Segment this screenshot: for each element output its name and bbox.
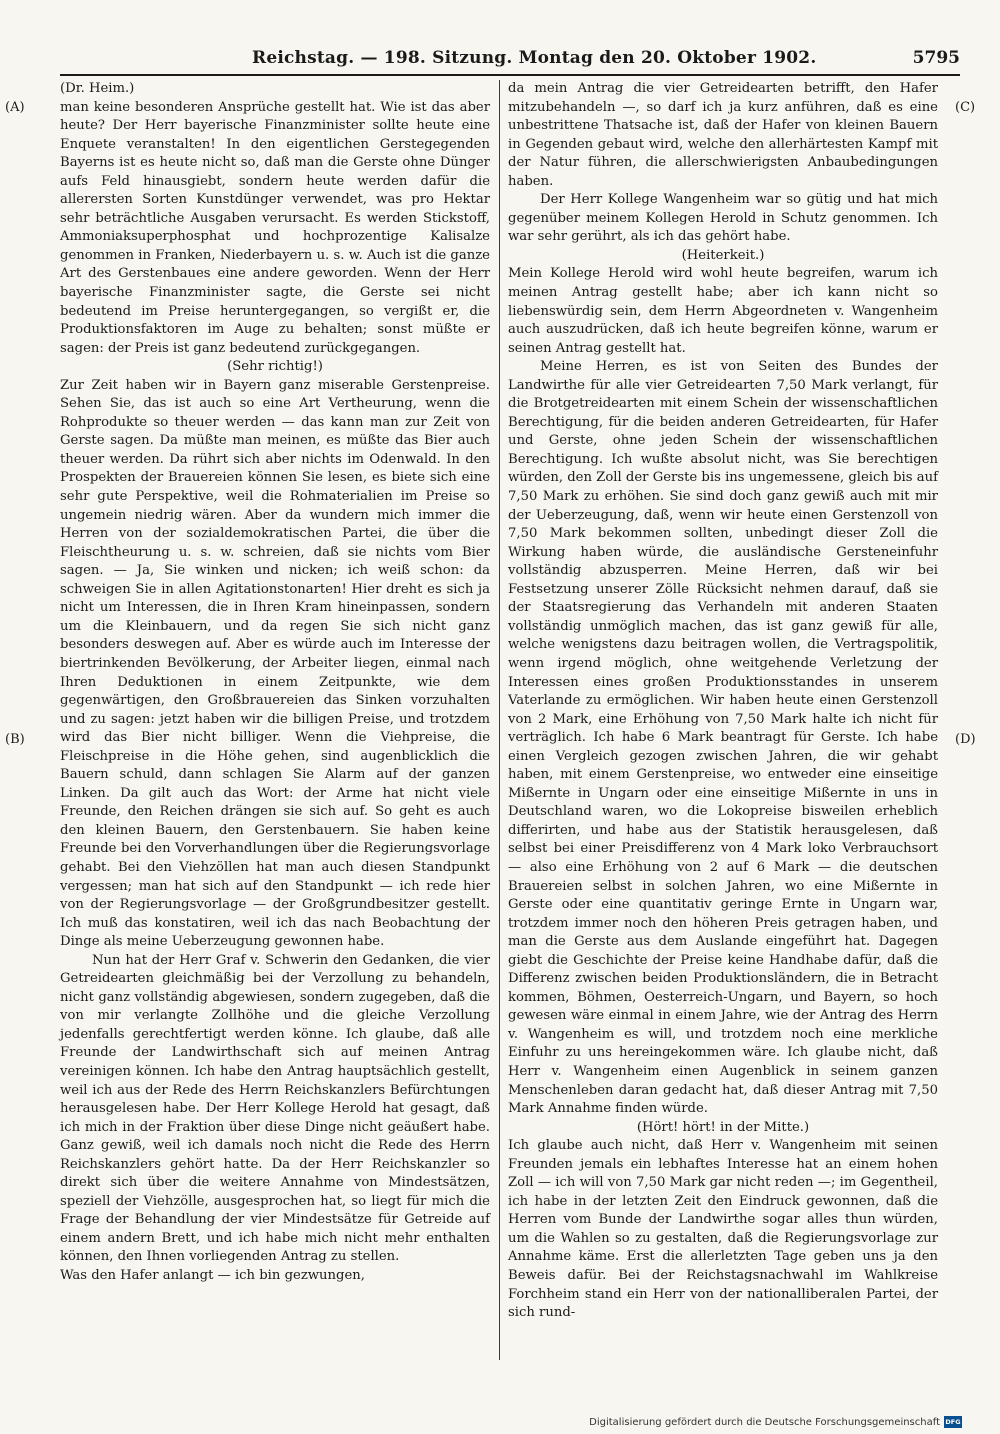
- paragraph: Zur Zeit haben wir in Bayern ganz miserable Gerstenpreise. Sehen Sie, das ist auch so eine Art Vertheurung, wenn die Rohprodukte so theuer werden — das kann man zur Zeit von Gerste sagen. Da müßte man meinen, es müßte das Bier auch theuer werden. Da rührt sich aber nichts im Odenwald. In den Prospekten der Brauereien können Sie lesen, es biete sich eine sehr gute Perspektive, weil die Rohmaterialien im Preise so ungemein niedrig wären. Aber da wundern mich immer die Herren von der sozialdemokratischen Partei, die über die Fleischtheurung u. s. w. schreien, daß sie nichts vom Bier sagen. — Ja, Sie winken und nicken; ich weiß schon: da schweigen Sie in allen Agitationstonarten! Hier dreht es sich ja nicht um Interessen, die in Ihren Kram hineinpassen, sondern um die Kleinbauern, und da regen Sie sich nicht ganz besonders deswegen auf. Aber es würde auch im Interesse der biertrinkenden Bevölkerung, der Arbeiter liegen, einmal nach Ihren Deduktionen in einem Zeitpunkte, wie dem gegenwärtigen, den Großbrauereien das Sinken vorzuhalten und zu sagen: jetzt haben wir die billigen Preise, und trotzdem wird das Bier nicht billiger. Wenn die Viehpreise, die Fleischpreise in die Höhe gehen, sind augenblicklich die Bauern schuld, dann schlagen Sie Alarm auf der ganzen Linken. Da gilt auch das Wort: der Arme hat nicht viele Freunde, den Reichen drängen sie sich auf. So geht es auch den kleinen Bauern, den Gerstenbauern. Sie haben keine Freunde bei den Vorverhandlungen über die Regierungsvorlage gehabt. Bei den Viehzöllen hat man auch diesen Standpunkt vergessen; man hat sich auf den Standpunkt — ich rede hier von der Regierungsvorlage — der Großgrundbesitzer gestellt. Ich muß das konstatiren, weil ich das nach Beobachtung der Dinge als meine Ueberzeugung gewonnen habe.: [60, 377, 490, 950]
- page-header: [60, 48, 960, 72]
- page-title: Reichstag. — 198. Sitzung. Montag den 20. Oktober 1902.: [252, 48, 817, 68]
- header-rule: [60, 74, 960, 76]
- margin-marker-a: (A): [5, 100, 25, 115]
- interjection: (Heiterkeit.): [681, 247, 765, 263]
- paragraph: Nun hat der Herr Graf v. Schwerin den Gedanken, die vier Getreidearten gleichmäßig bei der Verzollung zu behandeln, nicht ganz vollständig abgewiesen, sondern zugegeben, daß die von mir verlangte Zollhöhe und die gleiche Verzollung jedenfalls gerechtfertigt werden könne. Ich glaube, daß alle Freunde der Landwirthschaft sich auf meinen Antrag vereinigen können. Ich habe den Antrag hauptsächlich gestellt, weil ich aus der Rede des Herrn Reichskanzlers Befürchtungen herausgelesen habe. Der Herr Kollege Herold hat gesagt, daß ich mich in der Fraktion über diese Dinge nicht geäußert habe. Ganz gewiß, weil ich damals noch nicht die Rede des Herrn Reichskanzlers gehört hatte. Da der Herr Reichskanzler so direkt sich über die weitere Annahme von Mindestsätzen, speziell der Viehzölle, ausgesprochen hat, so liegt für mich die Frage der Behandlung der vier Mindestsätze für Getreide auf einem andern Brett, und ich habe mich nicht mehr enthalten können, den Ihnen vorliegenden Antrag zu stellen.: [60, 952, 490, 1265]
- paragraph: Mein Kollege Herold wird wohl heute begreifen, warum ich meinen Antrag gestellt habe; aber ich kann nicht so liebenswürdig sein, dem Herrn Abgeordneten v. Wangenheim auch auszudrücken, daß ich heute begreifen könne, warum er seinen Antrag gestellt hat.: [508, 266, 938, 356]
- page-number: 5795: [912, 48, 960, 68]
- interjection: (Hört! hört! in der Mitte.): [636, 1119, 810, 1135]
- margin-marker-d: (D): [955, 732, 976, 747]
- margin-marker-b: (B): [5, 732, 25, 747]
- paragraph: man keine besonderen Ansprüche gestellt hat. Wie ist das aber heute? Der Herr bayerische Finanzminister sollte heute eine Enquete veranstalten! In den eigentlichen Gerstegegenden Bayerns ist es heute nicht so, daß man die Gerste ohne Dünger aufs Feld hinausgiebt, sondern heute werden dafür die allerersten Sorten Kunstdünger verwendet, was pro Hektar sehr beträchtliche Ausgaben verursacht. Es werden Stickstoff, Ammoniaksuperphosphat und hochprozentige Kalisalze genommen in Franken, Niederbayern u. s. w. Auch ist die ganze Art des Gerstenbaues eine andere geworden. Wenn der Herr bayerische Finanzminister sagte, die Gerste sei nicht bedeutend im Preise heruntergegangen, so vergißt er, die Produktionsfaktoren im Auge zu behalten; sonst müßte er sagen: der Preis ist ganz bedeutend zurückgegangen.: [60, 99, 490, 356]
- paragraph: Ich glaube auch nicht, daß Herr v. Wangenheim mit seinen Freunden jemals ein lebhaftes Interesse hat an einem hohen Zoll — ich will von 7,50 Mark gar nicht reden —; im Gegentheil, ich habe in der letzten Zeit den Eindruck gewonnen, daß die Herren vom Bunde der Landwirthe sogar alles thun würden, um die Wahlen so zu gestalten, daß die Regierungsvorlage zur Annahme käme. Erst die allerletzten Tage geben uns ja den Beweis dafür. Bei der Reichstagsnachwahl im Wahlkreise Forchheim stand ein Herr von der nationalliberalen Partei, der sich rund-: [508, 1138, 938, 1321]
- paragraph: Was den Hafer anlangt — ich bin gezwungen,: [60, 1268, 365, 1283]
- column-divider: [499, 80, 500, 1360]
- dfg-logo-icon: DFG: [945, 1418, 961, 1426]
- left-column: [60, 80, 490, 1286]
- paragraph: da mein Antrag die vier Getreidearten betrifft, den Hafer mitzubehandeln —, so darf ich ja kurz anführen, daß es eine unbestrittene Thatsache ist, daß der Hafer von kleinen Bauern in Gegenden gebaut wird, welche den allerhärtesten Kampf mit der Natur führen, die allerschwierigsten Anbaubedingungen haben.: [508, 81, 938, 189]
- margin-marker-c: (C): [955, 100, 976, 115]
- paragraph: Der Herr Kollege Wangenheim war so gütig und hat mich gegenüber meinem Kollegen Herold in Schutz genommen. Ich war sehr gerührt, als ich das gehört habe.: [508, 192, 938, 245]
- speaker-label: (Dr. Heim.): [60, 81, 135, 96]
- footer-credit: [589, 1414, 962, 1430]
- paragraph: Meine Herren, es ist von Seiten des Bundes der Landwirthe für alle vier Getreidearten 7,50 Mark verlangt, für die Brotgetreidearten mit einem Schein der wissenschaftlichen Berechtigung, für die beiden anderen Getreidearten, für Hafer und Gerste, ohne jeden Schein der wissenschaftlichen Berechtigung. Ich wußte absolut nicht, was Sie berechtigen würden, den Zoll der Gerste bis ins ungemessene, gleich bis auf 7,50 Mark zu erhöhen. Sie sind doch ganz gewiß auch mit mir der Ueberzeugung, daß, wenn wir heute einen Gerstenzoll von 7,50 Mark bekommen sollten, unbedingt dieser Zoll die Wirkung haben würde, die ausländische Gersteneinfuhr vollständig abzusperren. Meine Herren, daß wir bei Festsetzung unserer Zölle Rücksicht nehmen darauf, daß sie der Staatsregierung das Verhandeln mit anderen Staaten vollständig unmöglich machen, das ist ganz gewiß für alle, welche wenigstens dazu beitragen wollen, die Vertragspolitik, wenn irgend möglich, ohne weitgehende Verletzung der Interessen eines großen Produktionsstandes in unserem Vaterlande zu ermöglichen. Wir haben heute einen Gerstenzoll von 2 Mark, eine Erhöhung von 7,50 Mark halte ich nicht für verträglich. Ich habe 6 Mark beantragt für Gerste. Ich habe einen Vergleich gezogen zwischen Jahren, die wir gehabt haben, mit einem Gerstenpreise, wo entweder eine einseitige Mißernte in Ungarn oder eine einseitige Mißernte in uns in Deutschland waren, wo die Lokopreise bisweilen erheblich differirten, und habe aus der Statistik herausgelesen, daß selbst bei einer Preisdifferenz von 4 Mark loko Verbrauchsort — also eine Erhöhung von 2 auf 6 Mark — die deutschen Brauereien selbst in solchen Jahren, wo eine Mißernte in Gerste oder eine quantitativ geringe Ernte in Ungarn war, trotzdem immer noch den höheren Preis getragen haben, und man die Gerste aus dem Auslande eingeführt hat. Dagegen giebt die Geschichte der Preise keine Handhabe dafür, daß die Differenz zwischen beiden Produktionsländern, die in Betracht kommen, Böhmen, Oesterreich-Ungarn, und Bayern, so hoch gewesen wäre einmal in einem Jahre, wie der Antrag des Herrn v. Wangenheim es will, und trotzdem noch eine merkliche Einfuhr zu uns hereingekommen wäre. Ich glaube nicht, daß Herr v. Wangenheim einen Augenblick in seinem ganzen Menschenleben daran gedacht hat, daß dieser Antrag mit 7,50 Mark Annahme finden würde.: [508, 359, 938, 1117]
- interjection: (Sehr richtig!): [227, 359, 323, 375]
- footer-text: Digitalisierung gefördert durch die Deutsche Forschungsgemeinschaft: [589, 1416, 940, 1428]
- right-column: [508, 80, 938, 1323]
